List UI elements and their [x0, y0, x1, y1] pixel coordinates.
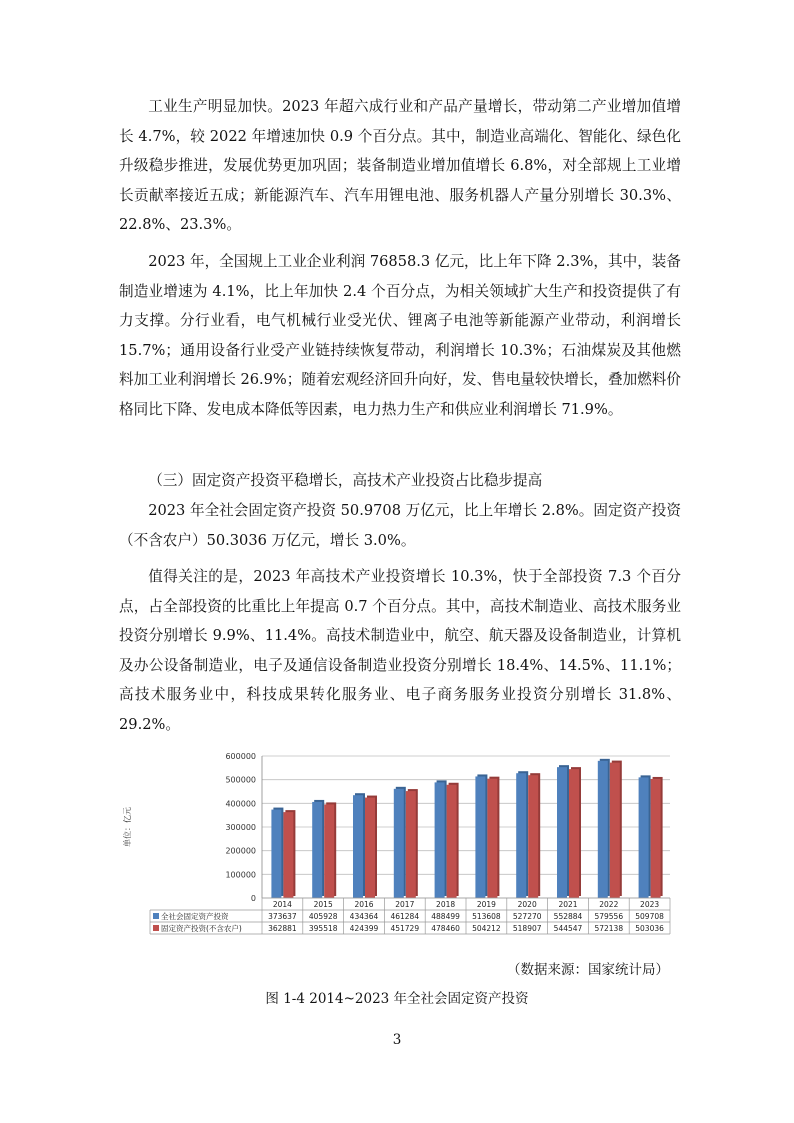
x-tick-label: 2020 [517, 900, 537, 909]
legend-swatch [153, 913, 159, 919]
data-label: 395518 [308, 924, 338, 933]
bar [283, 812, 293, 898]
paragraph-high-tech-investment: 值得关注的是，2023 年高技术产业投资增长 10.3%，快于全部投资 7.3 个百分点，占全部投资的比重比上年提高 0.7 个百分点。其中，高技术制造业、高技术服务业投资分别增长 9.9%、11.4%。高技术制造业中，航空、航天器及设备制造业，计算机及办公设备制造业，电子及通信设备制造业投资分别增长 18.4%、14.5%、11.1%；高技术服务业中，科技成果转化服务业、电子商务服务业投资分别增长 31.8%、29.2%。 [119, 568, 681, 733]
bar [487, 779, 497, 898]
x-tick-label: 2016 [354, 900, 374, 909]
data-label: 504212 [472, 924, 501, 933]
y-tick-label: 600000 [225, 752, 256, 761]
data-label: 434364 [349, 912, 379, 921]
data-label: 405928 [308, 912, 338, 921]
bar [639, 777, 649, 898]
x-tick-label: 2014 [272, 900, 292, 909]
x-tick-label: 2017 [395, 900, 415, 909]
x-tick-label: 2022 [599, 900, 619, 909]
data-source-note: （数据来源：国家统计局） [507, 962, 669, 978]
y-tick-label: 200000 [225, 846, 256, 856]
bar [447, 785, 457, 898]
data-label: 579556 [594, 912, 624, 921]
bar [528, 775, 538, 898]
data-label: 518907 [512, 924, 542, 933]
page-number: 3 [392, 1032, 402, 1048]
data-label: 373637 [268, 912, 297, 921]
data-label: 509708 [635, 912, 664, 921]
y-tick-label: 300000 [225, 823, 256, 832]
bar [651, 779, 661, 898]
data-label: 362881 [268, 924, 297, 933]
data-label: 544547 [553, 924, 583, 933]
x-tick-label: 2015 [313, 900, 333, 909]
data-label: 424399 [349, 924, 379, 933]
bar [353, 795, 363, 898]
legend-swatch [153, 925, 159, 931]
data-label: 488499 [431, 912, 460, 921]
bar [610, 763, 620, 898]
bar [516, 773, 526, 898]
x-tick-label: 2019 [476, 900, 496, 909]
bar [324, 804, 334, 898]
data-label: 513608 [472, 912, 501, 921]
data-label: 478460 [431, 924, 460, 933]
data-label: 461284 [390, 912, 420, 921]
bar [365, 798, 375, 898]
paragraph-fixed-asset-investment: 2023 年全社会固定资产投资 50.9708 万亿元，比上年增长 2.8%。固定资产投资（不含农户）50.3036 万亿元，增长 3.0%。 [119, 502, 681, 549]
bar [569, 769, 579, 898]
bar [394, 789, 404, 898]
x-tick-label: 2023 [640, 900, 660, 909]
y-tick-label: 0 [250, 894, 256, 903]
paragraph-industrial-production: 工业生产明显加快。2023 年超六成行业和产品产量增长，带动第二产业增加值增长 4.7%，较 2022 年增速加快 0.9 个百分点。其中，制造业高端化、智能化、绿色化升级稳步推进，发展优势更加巩固；装备制造业增加值增长 6.8%，对全部规上工业增长贡献率接近五成；新能源汽车、汽车用锂电池、服务机器人产量分别增长 30.3%、22.8%、23.3%。 [119, 98, 681, 234]
bar [406, 791, 416, 898]
y-tick-label: 500000 [225, 775, 256, 785]
legend-label: 全社会固定资产投资 [161, 912, 229, 921]
bar [312, 802, 322, 898]
data-label: 572138 [594, 924, 624, 933]
figure-caption: 图 1-4 2014~2023 年全社会固定资产投资 [265, 991, 529, 1007]
x-tick-label: 2018 [436, 900, 456, 909]
legend-label: 固定资产投资(不含农户) [161, 924, 242, 933]
y-tick-label: 400000 [225, 799, 256, 809]
y-tick-label: 100000 [225, 870, 256, 880]
data-label: 503036 [635, 924, 664, 933]
data-label: 527270 [512, 912, 542, 921]
y-axis-label: 单位：亿元 [123, 807, 132, 847]
data-label: 552884 [553, 912, 583, 921]
data-label: 451729 [390, 924, 420, 933]
bar [271, 810, 281, 898]
bar [475, 776, 485, 898]
bar [557, 767, 567, 898]
paragraph-industrial-profits: 2023 年，全国规上工业企业利润 76858.3 亿元，比上年下降 2.3%，其中，装备制造业增速为 4.1%，比上年加快 2.4 个百分点，为相关领域扩大生产和投资提供了有力支撑。分行业看，电气机械行业受光伏、锂离子电池等新能源产业带动，利润增长 15.7%；通用设备行业受产业链持续恢复带动，利润增长 10.3%；石油煤炭及其他燃料加工业利润增长 26.9%；随着宏观经济回升向好，发、售电量较快增长，叠加燃料价格同比下降、发电成本降低等因素，电力热力生产和供应业利润增长 71.9%。 [119, 253, 681, 418]
bar [598, 761, 608, 898]
section-heading: （三）固定资产投资平稳增长，高技术产业投资占比稳步提高 [148, 472, 543, 489]
investment-chart [110, 748, 680, 948]
bar [435, 782, 445, 898]
investment-chart-svg [110, 748, 680, 948]
x-tick-label: 2021 [558, 900, 578, 909]
